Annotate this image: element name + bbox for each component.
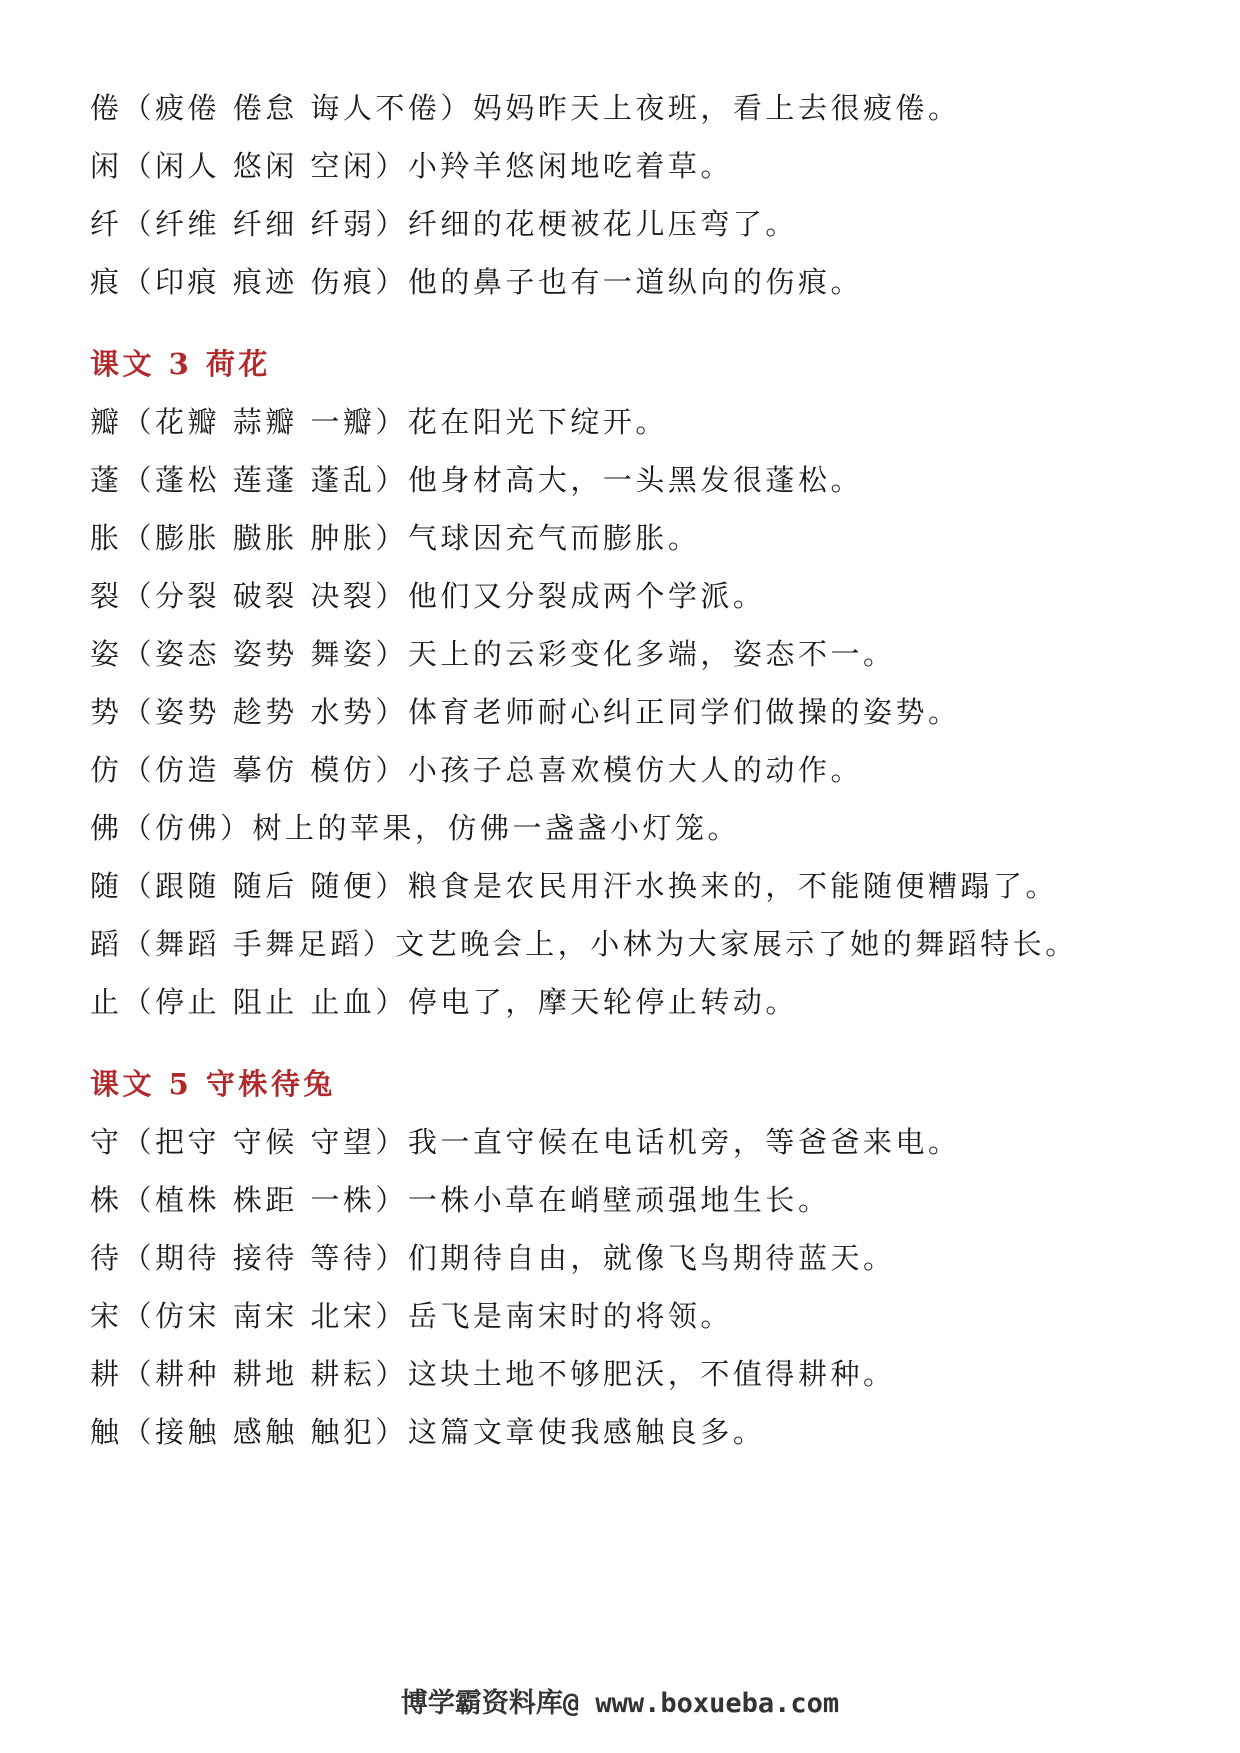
footer-watermark: 博学霸资料库@ www.boxueba.com bbox=[400, 1688, 840, 1719]
vocab-line: 倦（疲倦 倦怠 诲人不倦）妈妈昨天上夜班，看上去很疲倦。 bbox=[90, 91, 961, 125]
vocab-line: 待（期待 接待 等待）们期待自由，就像飞鸟期待蓝天。 bbox=[90, 1241, 896, 1275]
vocab-line: 蹈（舞蹈 手舞足蹈）文艺晚会上，小林为大家展示了她的舞蹈特长。 bbox=[90, 927, 1078, 961]
vocab-line: 势（姿势 趁势 水势）体育老师耐心纠正同学们做操的姿势。 bbox=[90, 695, 961, 729]
vocab-line: 裂（分裂 破裂 决裂）他们又分裂成两个学派。 bbox=[90, 579, 766, 613]
vocab-line: 瓣（花瓣 蒜瓣 一瓣）花在阳光下绽开。 bbox=[90, 405, 668, 439]
vocab-line: 闲（闲人 悠闲 空闲）小羚羊悠闲地吃着草。 bbox=[90, 149, 733, 183]
vocab-line: 仿（仿造 摹仿 模仿）小孩子总喜欢模仿大人的动作。 bbox=[90, 753, 863, 787]
vocab-line: 纤（纤维 纤细 纤弱）纤细的花梗被花儿压弯了。 bbox=[90, 207, 798, 241]
vocab-line: 蓬（蓬松 莲蓬 蓬乱）他身材高大，一头黑发很蓬松。 bbox=[90, 463, 863, 497]
vocab-line: 佛（仿佛）树上的苹果，仿佛一盏盏小灯笼。 bbox=[90, 811, 741, 845]
vocab-line: 宋（仿宋 南宋 北宋）岳飞是南宋时的将领。 bbox=[90, 1299, 733, 1333]
vocab-line: 止（停止 阻止 止血）停电了，摩天轮停止转动。 bbox=[90, 985, 798, 1019]
vocab-line: 株（植株 株距 一株）一株小草在峭壁顽强地生长。 bbox=[90, 1183, 831, 1217]
section-heading-lesson-3: 课文 3 荷花 bbox=[90, 347, 271, 381]
vocab-line: 守（把守 守候 守望）我一直守候在电话机旁，等爸爸来电。 bbox=[90, 1125, 961, 1159]
section-heading-lesson-5: 课文 5 守株待兔 bbox=[90, 1067, 336, 1101]
vocab-line: 耕（耕种 耕地 耕耘）这块土地不够肥沃，不值得耕种。 bbox=[90, 1357, 896, 1391]
vocab-line: 痕（印痕 痕迹 伤痕）他的鼻子也有一道纵向的伤痕。 bbox=[90, 265, 863, 299]
vocab-line: 姿（姿态 姿势 舞姿）天上的云彩变化多端，姿态不一。 bbox=[90, 637, 896, 671]
vocab-line: 胀（膨胀 臌胀 肿胀）气球因充气而膨胀。 bbox=[90, 521, 701, 555]
vocab-line: 随（跟随 随后 随便）粮食是农民用汗水换来的，不能随便糟蹋了。 bbox=[90, 869, 1058, 903]
vocab-line: 触（接触 感触 触犯）这篇文章使我感触良多。 bbox=[90, 1415, 766, 1449]
